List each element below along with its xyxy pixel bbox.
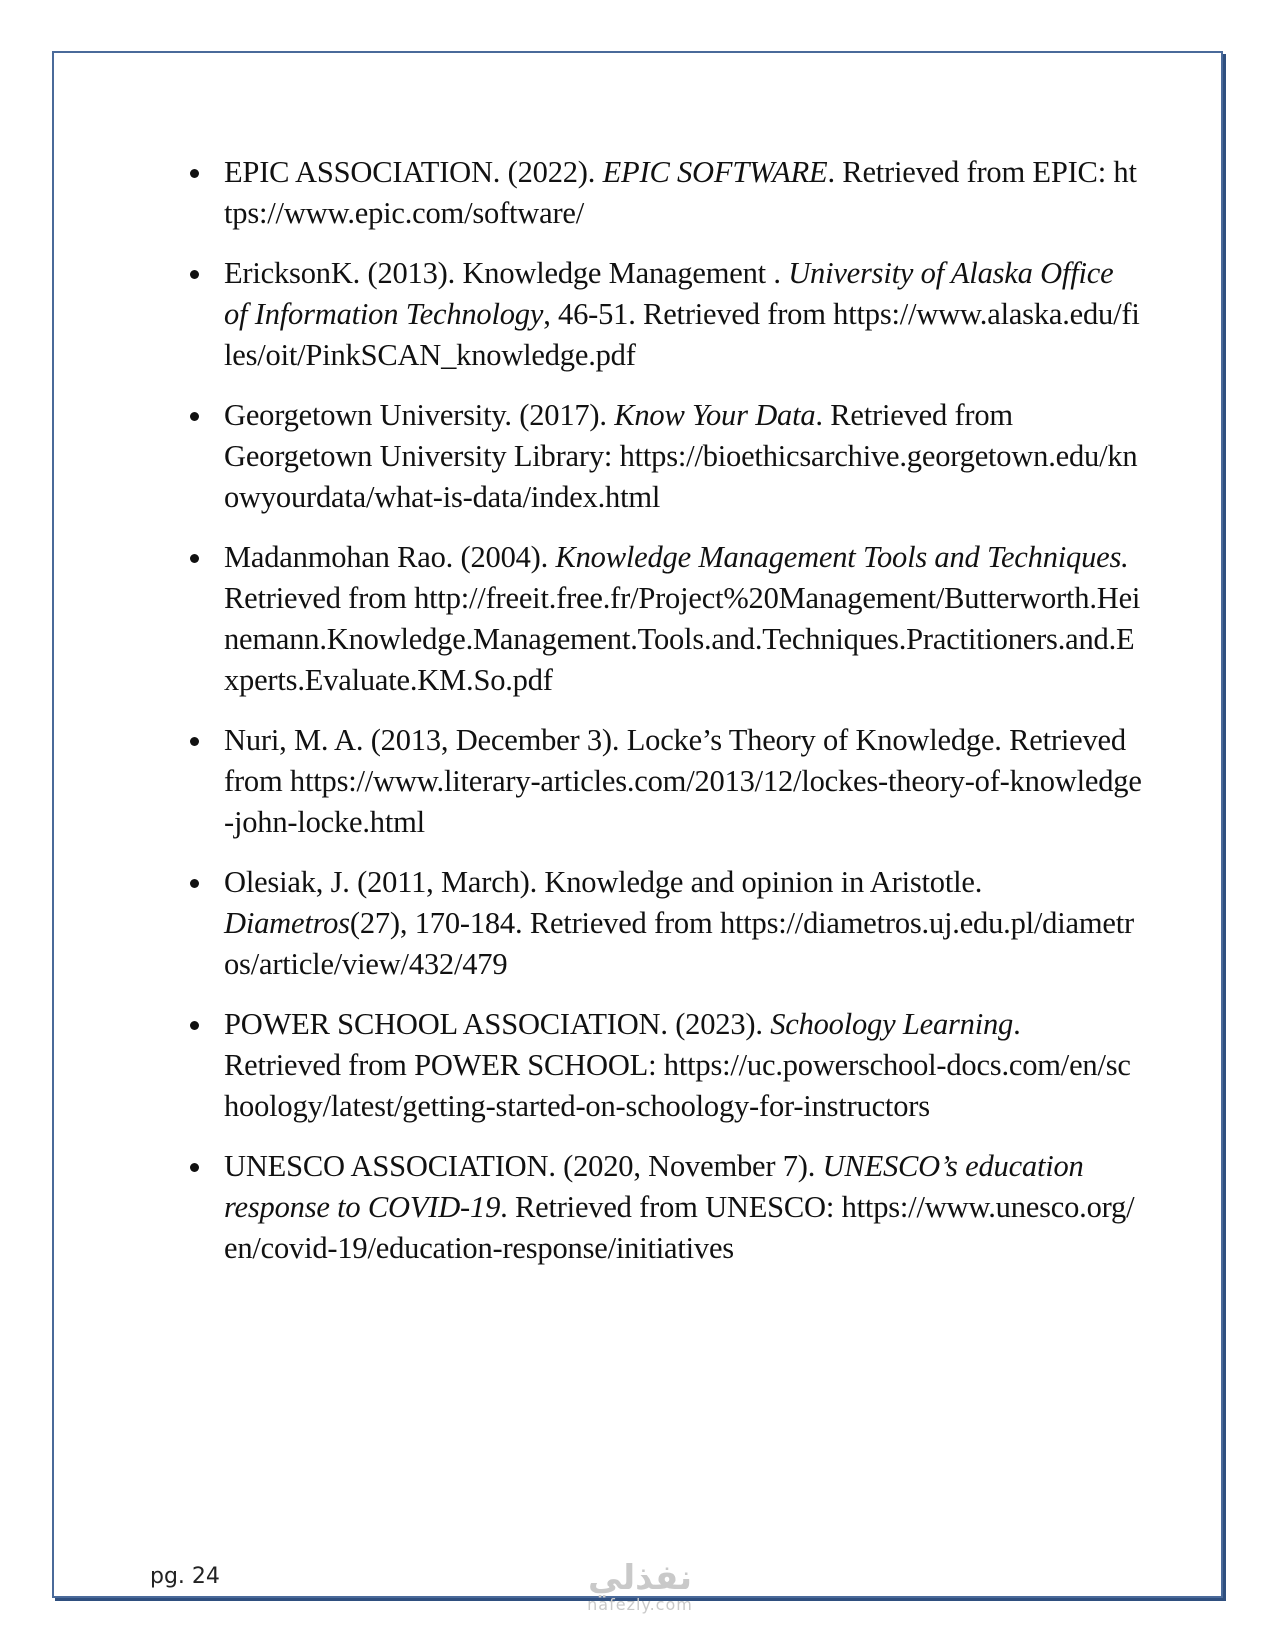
reference-source: (27), 170-184. Retrieved from xyxy=(349,906,720,940)
bullet-icon xyxy=(190,879,199,888)
reference-url[interactable]: https://uc.powerschool-docs.com/en/schoology/latest/getting-started-on-schoology-for-instructors xyxy=(224,1048,1131,1123)
reference-url[interactable]: https://www.literary-articles.com/2013/12/lockes-theory-of-knowledge-john-locke.html xyxy=(224,764,1142,839)
reference-url[interactable]: https://diametros.uj.edu.pl/diametros/article/view/432/479 xyxy=(224,906,1134,981)
reference-item xyxy=(184,862,1144,985)
watermark-latin-text: nafezly.com xyxy=(587,1595,693,1614)
reference-source: Retrieved from xyxy=(224,581,415,615)
reference-title: EPIC SOFTWARE xyxy=(602,155,828,189)
reference-authors-date: UNESCO ASSOCIATION. (2020, November 7). xyxy=(224,1149,823,1183)
reference-item xyxy=(184,537,1144,701)
reference-url[interactable]: https://www.alaska.edu/files/oit/PinkSCAN_knowledge.pdf xyxy=(224,297,1140,372)
reference-authors-date: EPIC ASSOCIATION. (2022). xyxy=(224,155,603,189)
reference-item xyxy=(184,1146,1144,1269)
reference-item xyxy=(184,1004,1144,1127)
reference-item xyxy=(184,720,1144,843)
reference-authors-date: POWER SCHOOL ASSOCIATION. (2023). xyxy=(224,1007,771,1041)
reference-title: Diametros xyxy=(224,906,350,940)
watermark-logo xyxy=(560,1560,720,1614)
reference-title: Know Your Data xyxy=(614,398,816,432)
reference-list xyxy=(184,152,1144,1288)
reference-title: Knowledge Management Tools and Techniques. xyxy=(555,540,1129,574)
bullet-icon xyxy=(190,737,199,746)
watermark-arabic-text: نفذلي xyxy=(587,1558,693,1598)
reference-authors-date: Olesiak, J. (2011, March). Knowledge and opinion in Aristotle. xyxy=(224,865,983,899)
reference-title: Schoology Learning xyxy=(770,1007,1014,1041)
reference-url[interactable]: http://freeit.free.fr/Project%20Management/Butterworth.Heinemann.Knowledge.Management.Tools.and.Techniques.Practitioners.and.Experts.Evaluate.KM.So.pdf xyxy=(224,581,1141,697)
bullet-icon xyxy=(190,554,199,563)
bullet-icon xyxy=(190,169,199,178)
reference-item xyxy=(184,152,1144,234)
reference-source: . Retrieved from Georgetown University Library: xyxy=(224,398,1013,473)
bullet-icon xyxy=(190,1163,199,1172)
reference-source: . Retrieved from EPIC: xyxy=(827,155,1114,189)
reference-item xyxy=(184,395,1144,518)
reference-authors-date: Madanmohan Rao. (2004). xyxy=(224,540,556,574)
page-number: pg. 24 xyxy=(150,1564,220,1589)
reference-authors-date: Georgetown University. (2017). xyxy=(224,398,615,432)
reference-source: . Retrieved from POWER SCHOOL: xyxy=(224,1007,1021,1082)
reference-source: . Retrieved from UNESCO: xyxy=(500,1190,842,1224)
bullet-icon xyxy=(190,270,199,279)
reference-authors-date: EricksonK. (2013). Knowledge Management . xyxy=(224,256,789,290)
reference-url[interactable]: https://www.unesco.org/en/covid-19/education-response/initiatives xyxy=(224,1190,1135,1265)
bullet-icon xyxy=(190,412,199,421)
reference-item xyxy=(184,253,1144,376)
reference-title: UNESCO’s education response to COVID-19 xyxy=(224,1149,1084,1224)
reference-url[interactable]: https://www.epic.com/software/ xyxy=(224,155,1137,230)
bullet-icon xyxy=(190,1021,199,1030)
reference-authors-date: Nuri, M. A. (2013, December 3). Locke’s Theory of Knowledge. Retrieved from xyxy=(224,723,1126,798)
reference-url[interactable]: https://bioethicsarchive.georgetown.edu/knowyourdata/what-is-data/index.html xyxy=(224,439,1138,514)
reference-title: University of Alaska Office of Information Technology xyxy=(224,256,1114,331)
reference-source: , 46-51. Retrieved from xyxy=(543,297,834,331)
